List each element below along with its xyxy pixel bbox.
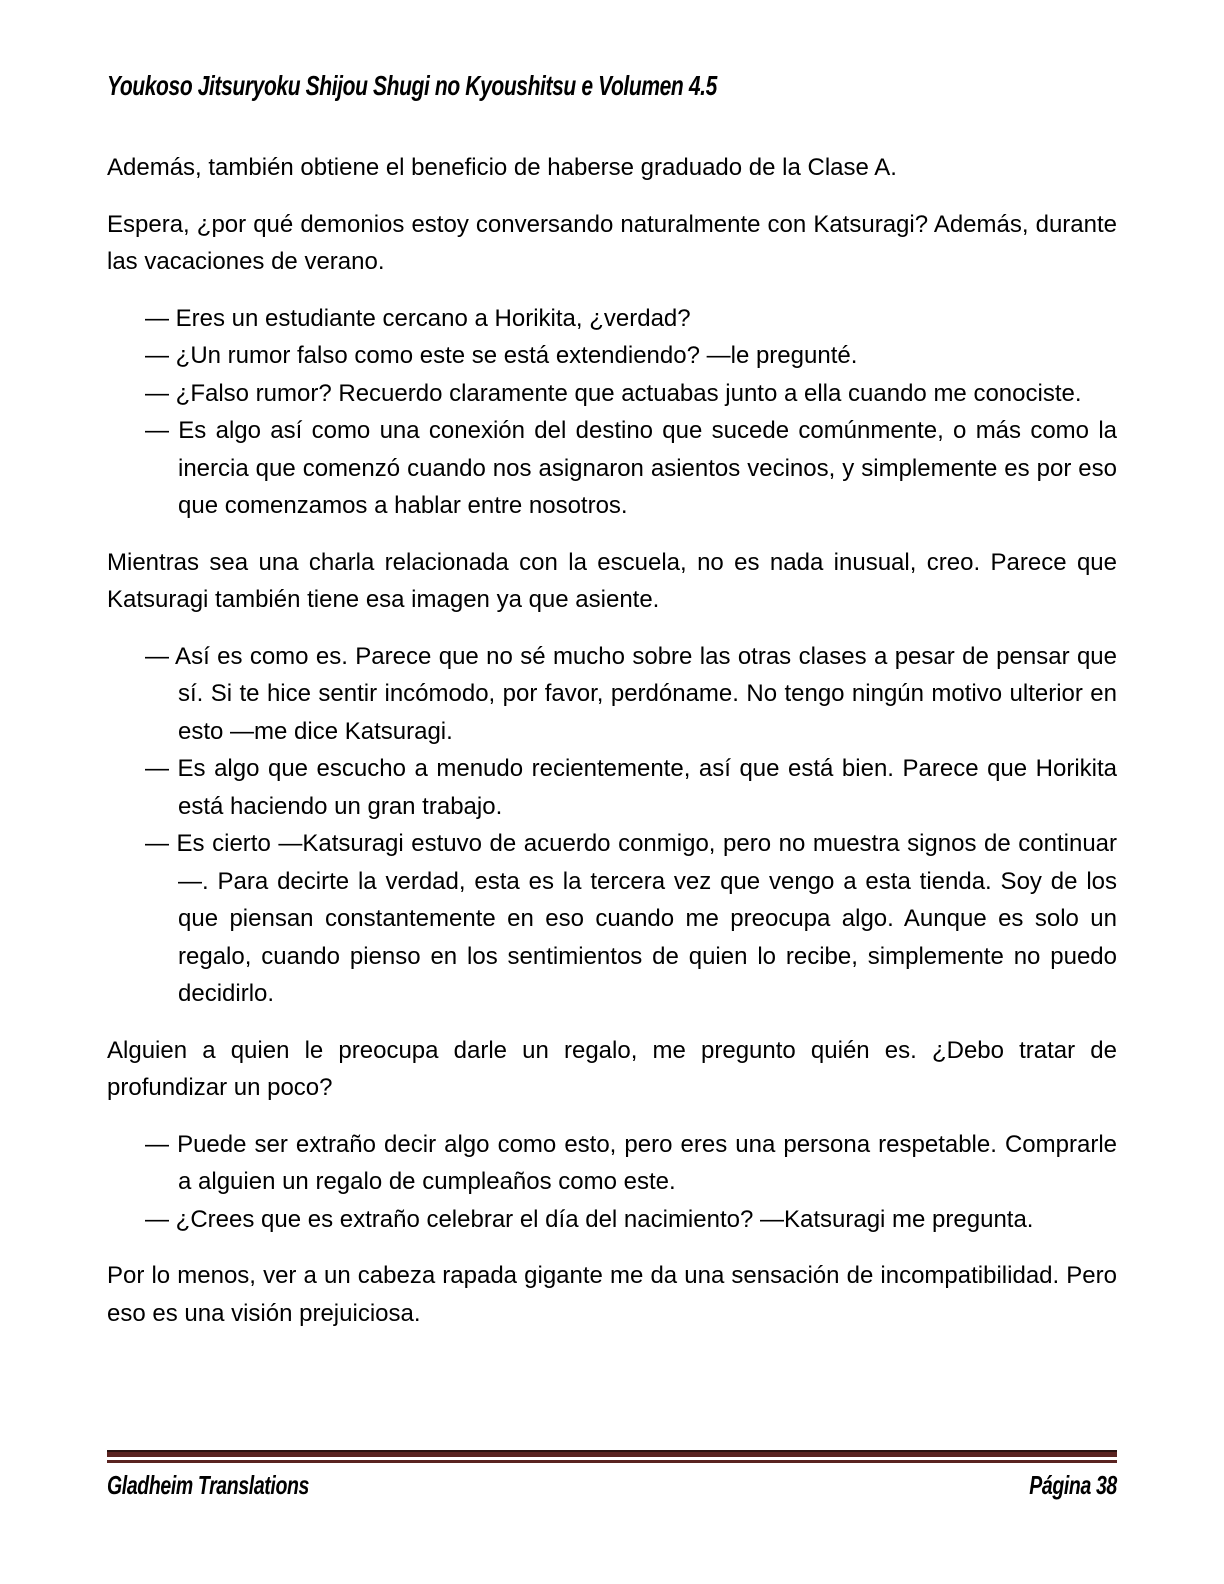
dialogue-line: — ¿Falso rumor? Recuerdo claramente que actuabas junto a ella cuando me conociste. bbox=[145, 379, 1082, 407]
dialogue-block bbox=[107, 1126, 1117, 1239]
dialogue-block bbox=[107, 300, 1117, 525]
dialogue-line: — ¿Un rumor falso como este se está extendiendo? —le pregunté. bbox=[145, 342, 858, 369]
footer-translator-credit: Gladheim Translations bbox=[107, 1470, 309, 1500]
dialogue-line: — Así es como es. Parece que no sé mucho sobre las otras clases a pesar de pensar que sí. Si te hice sentir incómodo, por favor, perdóname. No tengo ningún motivo ulterior en esto —me dice Katsuragi. bbox=[145, 642, 1117, 745]
dialogue-line: — Es cierto —Katsuragi estuvo de acuerdo conmigo, pero no muestra signos de continuar—. Para decirte la verdad, esta es la tercera vez que vengo a esta tienda. Soy de los que piensan constantemente en eso cuando me preocupa algo. Aunque es solo un regalo, cuando pienso en los sentimientos de quien lo recibe, simplemente no puedo decidirlo. bbox=[145, 830, 1117, 1007]
footer-page-number: Página 38 bbox=[1029, 1470, 1117, 1500]
paragraph: Alguien a quien le preocupa darle un regalo, me pregunto quién es. ¿Debo tratar de profundizar un poco? bbox=[107, 1036, 1117, 1101]
paragraph: Espera, ¿por qué demonios estoy conversando naturalmente con Katsuragi? Además, durante las vacaciones de verano. bbox=[107, 210, 1117, 275]
page-content bbox=[107, 149, 1117, 1332]
dialogue-line: — Es algo que escucho a menudo recientemente, así que está bien. Parece que Horikita está haciendo un gran trabajo. bbox=[145, 755, 1117, 820]
dialogue-line: — ¿Crees que es extraño celebrar el día del nacimiento? —Katsuragi me pregunta. bbox=[145, 1205, 1034, 1233]
footer-text-row bbox=[107, 1470, 1117, 1501]
dialogue-line: — Puede ser extraño decir algo como esto, pero eres una persona respetable. Comprarle a alguien un regalo de cumpleaños como este. bbox=[145, 1130, 1117, 1195]
footer-rule-thin bbox=[107, 1460, 1117, 1463]
paragraph: Mientras sea una charla relacionada con la escuela, no es nada inusual, creo. Parece que Katsuragi también tiene esa imagen ya que asiente. bbox=[107, 548, 1117, 613]
paragraph: Además, también obtiene el beneficio de haberse graduado de la Clase A. bbox=[107, 154, 897, 181]
dialogue-block bbox=[107, 638, 1117, 1013]
dialogue-line: — Eres un estudiante cercano a Horikita, ¿verdad? bbox=[145, 304, 691, 332]
paragraph: Por lo menos, ver a un cabeza rapada gigante me da una sensación de incompatibilidad. Pero eso es una visión prejuiciosa. bbox=[107, 1262, 1117, 1327]
page-footer bbox=[107, 1450, 1117, 1501]
header-title: Youkoso Jitsuryoku Shijou Shugi no Kyoushitsu e Volumen 4.5 bbox=[107, 70, 717, 101]
page-header bbox=[107, 70, 1117, 102]
dialogue-line: — Es algo así como una conexión del destino que sucede comúnmente, o más como la inercia que comenzó cuando nos asignaron asientos vecinos, y simplemente es por eso que comenzamos a hablar entre nosotros. bbox=[145, 417, 1117, 519]
footer-rule-thick bbox=[107, 1450, 1117, 1457]
